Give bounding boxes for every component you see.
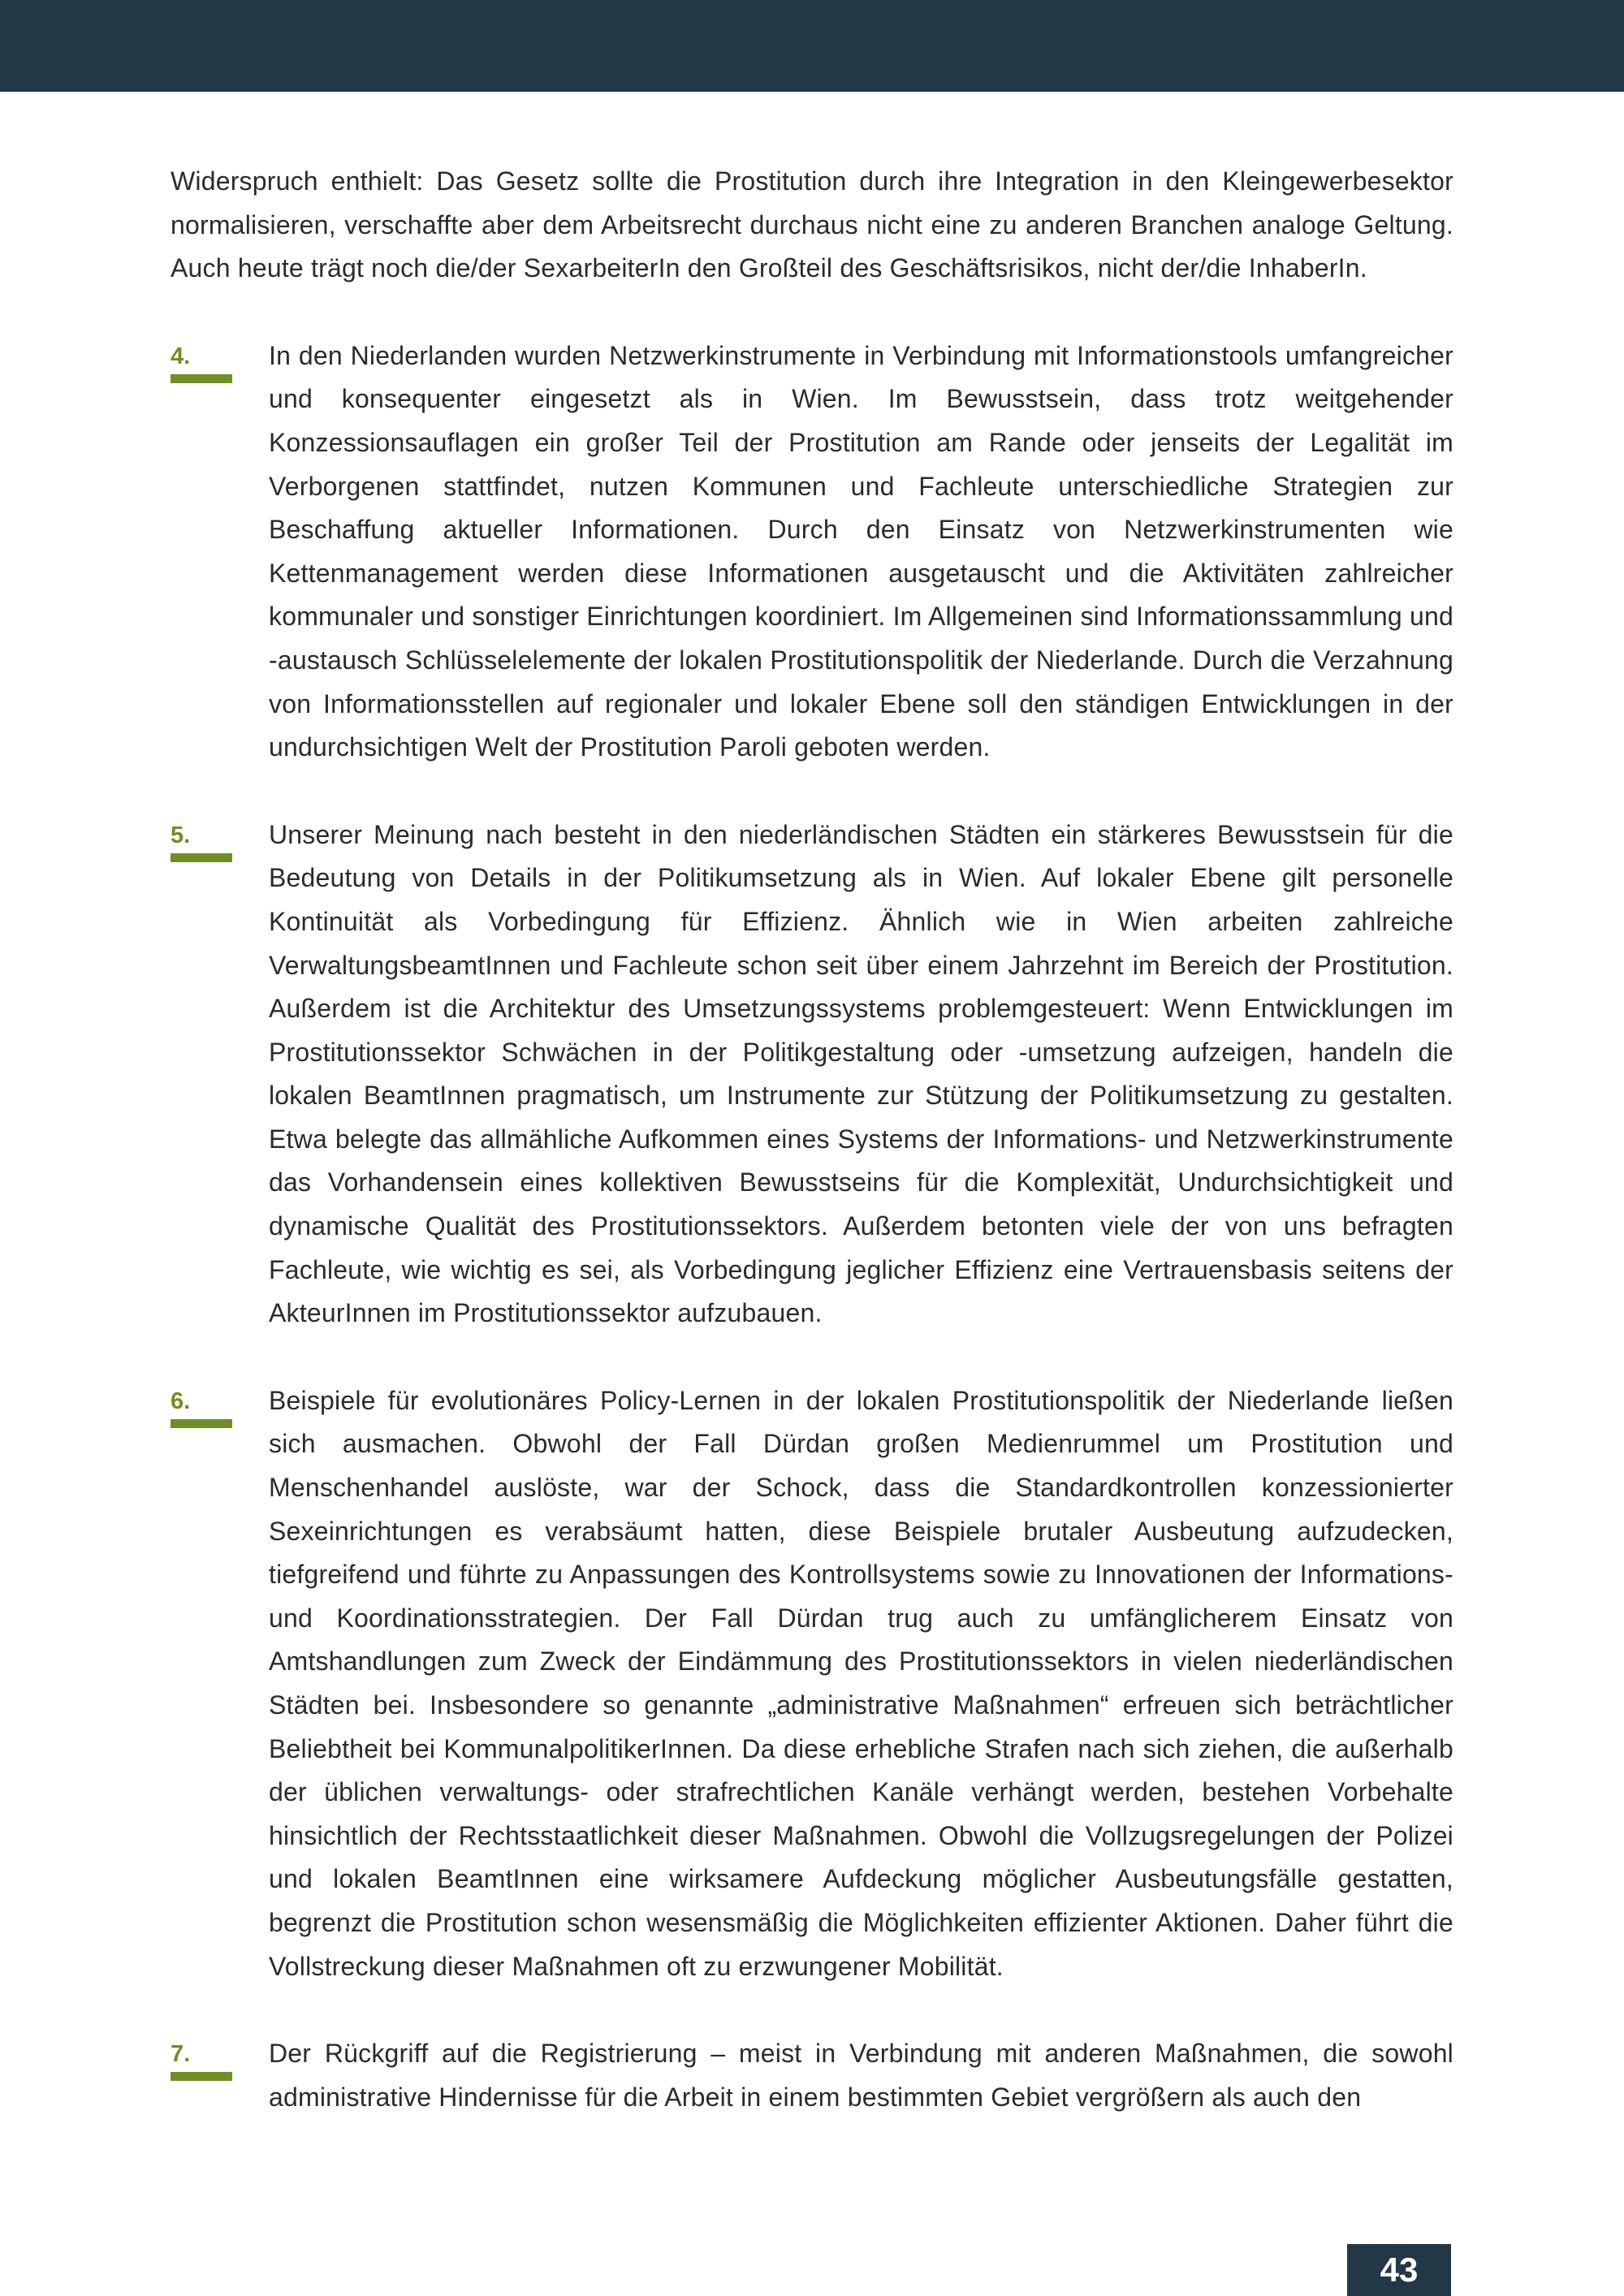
item-text: In den Niederlanden wurden Netzwerkinstrumente in Verbindung mit Informationstools umfangreicher und konsequenter eingesetzt als in Wien. Im Bewusstsein, dass trotz weitgehender Konzessionsauflagen ein großer Teil der Prostitution am Rande oder jenseits der Legalität im Verborgenen stattfindet, nutzen Kommunen und Fachleute unterschiedliche Strategien zur Beschaffung aktueller Informationen. Durch den Einsatz von Netzwerkinstrumenten wie Kettenmanagement werden diese Informationen ausgetauscht und die Aktivitäten zahlreicher kommunaler und sonstiger Einrichtungen koordiniert. Im Allgemeinen sind Informationssammlung und -austausch Schlüsselelemente der lokalen Prostitutionspolitik der Niederlande. Durch die Verzahnung von Informationsstellen auf regionaler und lokaler Ebene soll den ständigen Entwicklungen in der undurchsichtigen Welt der Prostitution Paroli geboten werden.	[269, 340, 1453, 762]
item-number-underline	[171, 853, 232, 862]
header-band	[0, 0, 1624, 92]
page-content	[171, 160, 1453, 2163]
intro-paragraph: Widerspruch enthielt: Das Gesetz sollte die Prostitution durch ihre Integration in den Kleingewerbesektor normalisieren, verschaffte aber dem Arbeitsrecht durchaus nicht eine zu anderen Branchen analoge Geltung. Auch heute trägt noch die/der SexarbeiterIn den Großteil des Geschäftsrisikos, nicht der/die InhaberIn.	[171, 166, 1453, 283]
item-text: Unserer Meinung nach besteht in den niederländischen Städten ein stärkeres Bewusstsein für die Bedeutung von Details in der Politikumsetzung als in Wien. Auf lokaler Ebene gilt personelle Kontinuität als Vorbedingung für Effizienz. Ähnlich wie in Wien arbeiten zahlreiche VerwaltungsbeamtInnen und Fachleute schon seit über einem Jahrzehnt im Bereich der Prostitution. Außerdem ist die Architektur des Umsetzungssystems problemgesteuert: Wenn Entwicklungen im Prostitutionssektor Schwächen in der Politikgestaltung oder -umsetzung aufzeigen, handeln die lokalen BeamtInnen pragmatisch, um Instrumente zur Stützung der Politikumsetzung zu gestalten. Etwa belegte das allmähliche Aufkommen eines Systems der Informations- und Netzwerkinstrumente das Vorhandensein eines kollektiven Bewusstseins für die Komplexität, Undurchsichtigkeit und dynamische Qualität des Prostitutionssektors. Außerdem betonten viele der von uns befragten Fachleute, wie wichtig es sei, als Vorbedingung jeglicher Effizienz eine Vertrauensbasis seitens der AkteurInnen im Prostitutionssektor aufzubauen.	[269, 819, 1453, 1328]
item-number-underline	[171, 1419, 232, 1428]
page-number: 43	[1347, 2244, 1451, 2296]
item-number: 6.	[171, 1388, 191, 1414]
item-number: 5.	[171, 822, 191, 848]
list-item-5	[171, 814, 1453, 1336]
list-item-7	[171, 2032, 1453, 2119]
list-item-4	[171, 334, 1453, 770]
item-text: Beispiele für evolutionäres Policy-Lernen in der lokalen Prostitutionspolitik der Niederlande ließen sich ausmachen. Obwohl der Fall Dürdan großen Medienrummel um Prostitution und Menschenhandel auslöste, war der Schock, dass die Standardkontrollen konzessionierter Sexeinrichtungen es verabsäumt hatten, diese Beispiele brutaler Ausbeutung aufzudecken, tiefgreifend und führte zu Anpassungen des Kontrollsystems sowie zu Innovationen der Informations- und Koordinationsstrategien. Der Fall Dürdan trug auch zu umfänglicherem Einsatz von Amtshandlungen zum Zweck der Eindämmung des Prostitutionssektors in vielen niederländischen Städten bei. Insbesondere so genannte „administrative Maßnahmen“ erfreuen sich beträchtlicher Beliebtheit bei KommunalpolitikerInnen. Da diese erhebliche Strafen nach sich ziehen, die außerhalb der üblichen verwaltungs- oder strafrechtlichen Kanäle verhängt werden, bestehen Vorbehalte hinsichtlich der Rechtsstaatlichkeit dieser Maßnahmen. Obwohl die Vollzugsregelungen der Polizei und lokalen BeamtInnen eine wirksamere Aufdeckung möglicher Ausbeutungsfälle gestatten, begrenzt die Prostitution schon wesensmäßig die Möglichkeiten effizienter Aktionen. Daher führt die Vollstreckung dieser Maßnahmen oft zu erzwungener Mobilität.	[269, 1385, 1453, 1981]
list-item-6	[171, 1379, 1453, 1988]
item-number-underline	[171, 374, 232, 383]
item-number: 7.	[171, 2041, 191, 2068]
item-number: 4.	[171, 343, 191, 369]
item-text: Der Rückgriff auf die Registrierung – meist in Verbindung mit anderen Maßnahmen, die sowohl administrative Hindernisse für die Arbeit in einem bestimmten Gebiet vergrößern als auch den	[269, 2039, 1453, 2112]
item-number-underline	[171, 2072, 232, 2081]
